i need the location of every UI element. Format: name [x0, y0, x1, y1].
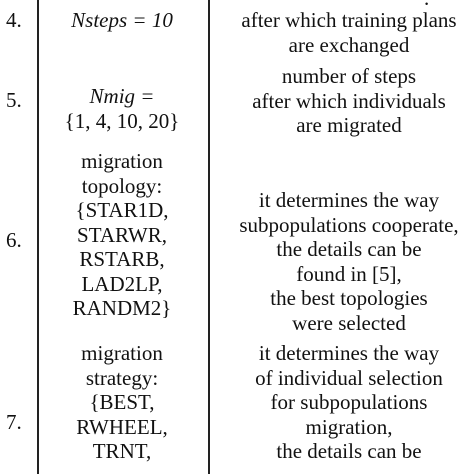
row-number: 6. [6, 228, 22, 252]
desc-line: subpopulations cooperate, [239, 212, 459, 237]
param-cell [42, 84, 202, 133]
desc-line: the best topologies [270, 286, 428, 310]
column-divider-left [37, 0, 39, 474]
param-cell [42, 8, 202, 33]
desc-line: of individual selection [255, 365, 443, 390]
row-number: 7. [6, 410, 22, 434]
row-number: 5. [6, 88, 22, 112]
param-cell [42, 149, 202, 321]
param-line: RSTARB, [79, 247, 165, 271]
desc-line: the details can be [276, 439, 422, 463]
param-line: {BEST, [89, 390, 155, 414]
param-line: RWHEEL, [76, 414, 168, 439]
desc-cell [214, 341, 474, 464]
desc-line: after which training plans [241, 8, 457, 32]
desc-line: found in [5], [296, 261, 402, 286]
desc-cell [214, 64, 474, 138]
clipped-text-fragment [424, 0, 464, 6]
param-line: RANDM2} [72, 296, 172, 320]
desc-line: the details can be [276, 237, 422, 261]
param-line: TRNT, [92, 439, 152, 463]
param-line: {1, 4, 10, 20} [64, 108, 180, 133]
row-number: 4. [6, 8, 22, 32]
desc-cell [214, 8, 474, 57]
desc-line: were selected [292, 310, 406, 335]
desc-line: are exchanged [288, 32, 410, 57]
param-line: migration [81, 341, 163, 365]
desc-line: it determines the way [258, 341, 440, 365]
param-line: Nmig = [89, 84, 155, 108]
desc-line: it determines the way [258, 188, 440, 212]
param-line: strategy: [85, 365, 159, 390]
param-line: STARWR, [77, 222, 167, 247]
param-cell [42, 341, 202, 464]
param-line: LAD2LP, [81, 271, 163, 296]
param-line: Nsteps = 10 [71, 8, 173, 32]
desc-cell [214, 188, 474, 335]
desc-line: are migrated [296, 113, 402, 137]
desc-line: for subpopulations [270, 390, 428, 414]
param-line: migration [81, 149, 163, 173]
desc-line: after which individuals [252, 88, 446, 113]
column-divider-right [208, 0, 210, 474]
param-line: {STAR1D, [75, 198, 169, 222]
desc-line: number of steps [281, 64, 417, 88]
param-line: topology: [81, 173, 163, 198]
desc-line: migration, [305, 414, 393, 439]
